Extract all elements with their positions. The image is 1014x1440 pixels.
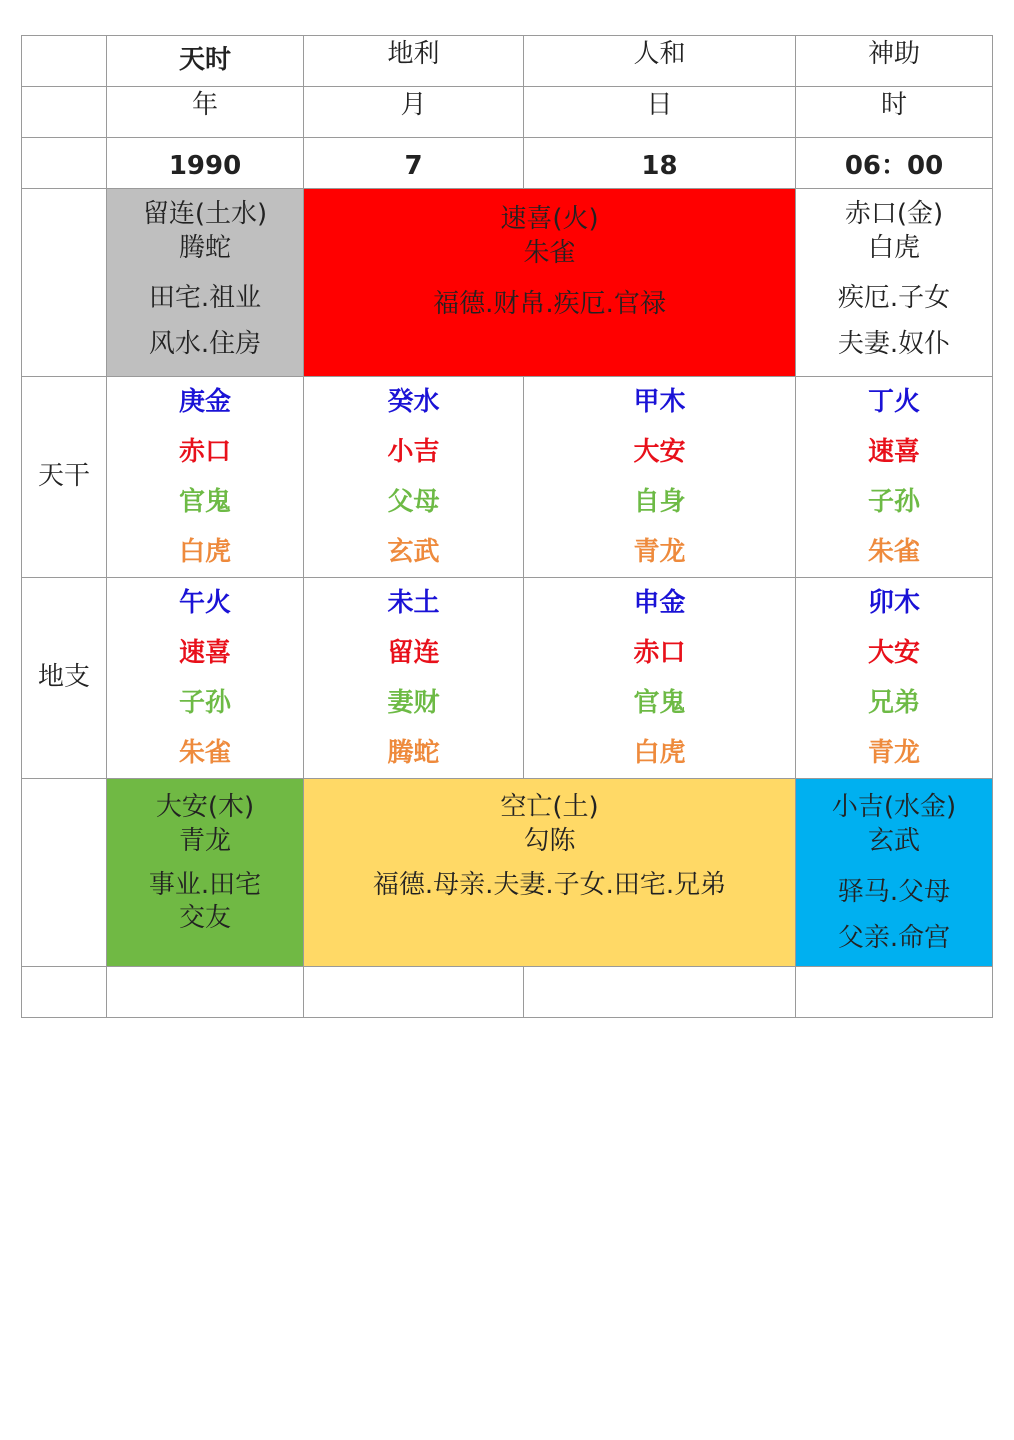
empty-cell [22,967,107,1018]
branch-element: 申金 [633,588,686,618]
branch-beast: 青龙 [867,738,920,768]
palace-line: 夫妻.奴仆 [837,329,951,360]
empty-cell [22,189,107,377]
branch-palace: 留连 [387,638,440,668]
branch-palace: 赤口 [633,638,686,668]
stem-relation: 自身 [633,487,686,517]
palace-god: 白虎 [867,232,920,263]
stem-element: 癸水 [387,387,440,417]
header-shenzhu: 神助 [796,36,993,87]
palace-title: 速喜(火) [500,204,599,234]
stem-element: 庚金 [178,387,231,417]
palace-line: 事业.田宅 [148,869,262,900]
palace-title: 小吉(水金) [831,792,957,822]
dizhi-day [524,578,796,779]
stem-element: 甲木 [633,387,686,417]
palace-god: 腾蛇 [178,232,231,263]
corner-cell [22,36,107,87]
top-band-right [796,189,993,377]
branch-relation: 妻财 [387,688,440,718]
palace-god: 玄武 [867,825,920,856]
date-row [22,138,993,189]
header-renhe: 人和 [524,36,796,87]
stem-beast: 朱雀 [867,537,920,567]
bottom-band-right [796,779,993,967]
stem-relation: 父母 [387,487,440,517]
empty-cell [304,967,524,1018]
empty-cell [796,967,993,1018]
value-hour: 06：00 [796,138,993,189]
palace-title: 赤口(金) [844,198,944,229]
top-band-middle [304,189,796,377]
top-band-left [107,189,304,377]
branch-element: 午火 [178,588,231,618]
palace-line: 疾厄.子女 [837,283,951,314]
tiangan-month [304,377,524,578]
empty-cell [107,967,304,1018]
empty-cell [22,779,107,967]
branch-relation: 子孙 [178,688,231,718]
empty-cell [524,967,796,1018]
palace-title: 留连(土水) [142,198,268,229]
value-month: 7 [304,138,524,189]
stem-palace: 速喜 [867,437,920,467]
branch-palace: 速喜 [178,638,231,668]
bottom-band-row [22,779,993,967]
tiangan-hour [796,377,993,578]
top-band-row [22,189,993,377]
stem-relation: 子孙 [867,487,920,517]
row-label-dizhi: 地支 [22,578,107,779]
branch-element: 未土 [387,588,440,618]
tiangan-year [107,377,304,578]
palace-line: 驿马.父母 [837,876,951,907]
stem-palace: 大安 [633,437,686,467]
palace-line: 父亲.命宫 [837,922,951,953]
value-day: 18 [524,138,796,189]
bottom-band-middle [304,779,796,967]
palace-title: 大安(木) [155,792,255,822]
stem-element: 丁火 [867,387,920,417]
header-row-2 [22,87,993,138]
palace-line: 田宅.祖业 [148,283,262,314]
branch-beast: 朱雀 [178,738,231,768]
branch-beast: 白虎 [633,738,686,768]
header-tianshi: 天时 [107,36,304,87]
tiangan-row [22,377,993,578]
header-month: 月 [304,87,524,138]
stem-palace: 小吉 [387,437,440,467]
palace-line: 福德.母亲.夫妻.子女.田宅.兄弟 [372,869,727,900]
dizhi-year [107,578,304,779]
branch-element: 卯木 [867,588,920,618]
branch-palace: 大安 [867,638,920,668]
palace-line: 风水.住房 [148,329,262,360]
branch-beast: 腾蛇 [387,738,440,768]
palace-title: 空亡(土) [500,792,599,822]
empty-footer-row [22,967,993,1018]
stem-beast: 青龙 [633,537,686,567]
palace-line: 交友 [178,903,231,934]
stem-palace: 赤口 [178,437,231,467]
empty-cell [22,138,107,189]
palace-god: 朱雀 [523,237,576,268]
stem-beast: 玄武 [387,537,440,567]
header-day: 日 [524,87,796,138]
palace-god: 青龙 [178,825,231,856]
liuren-chart-table [21,35,993,1018]
stem-relation: 官鬼 [178,487,231,517]
stem-beast: 白虎 [178,537,231,567]
branch-relation: 官鬼 [633,688,686,718]
value-year: 1990 [107,138,304,189]
palace-god: 勾陈 [523,825,576,856]
row-label-tiangan: 天干 [22,377,107,578]
bottom-band-left [107,779,304,967]
palace-line: 福德.财帛.疾厄.官禄 [433,288,666,319]
header-hour: 时 [796,87,993,138]
tiangan-day [524,377,796,578]
dizhi-month [304,578,524,779]
header-row-1 [22,36,993,87]
branch-relation: 兄弟 [867,688,920,718]
empty-cell [22,87,107,138]
dizhi-hour [796,578,993,779]
header-year: 年 [107,87,304,138]
dizhi-row [22,578,993,779]
header-dili: 地利 [304,36,524,87]
